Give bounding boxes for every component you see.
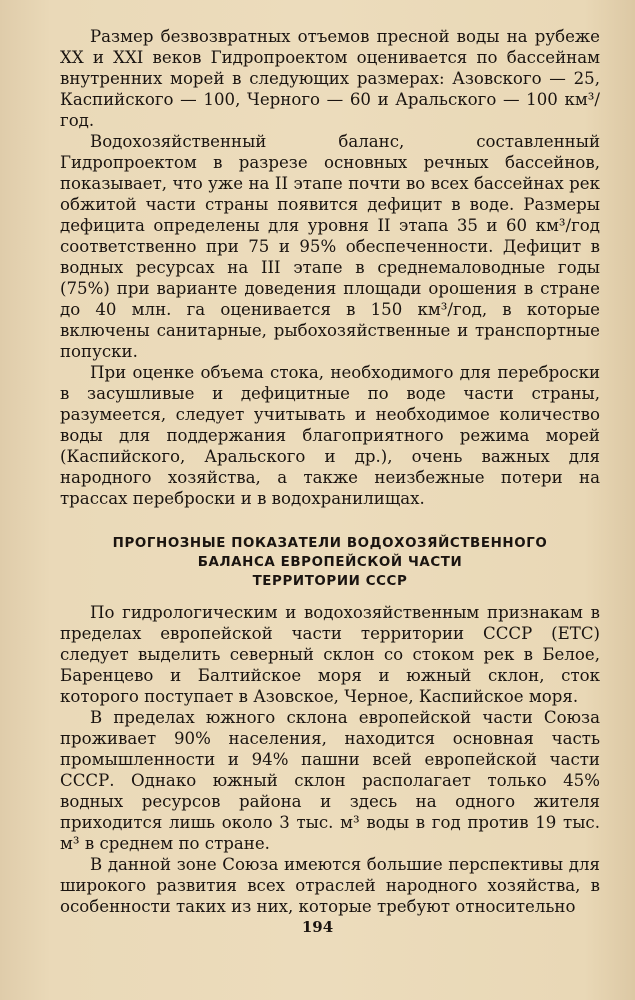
page-number: 194 (301, 918, 334, 936)
heading-line: БАЛАНСА ЕВРОПЕЙСКОЙ ЧАСТИ (197, 555, 463, 570)
heading-line: ПРОГНОЗНЫЕ ПОКАЗАТЕЛИ ВОДОХОЗЯЙСТВЕННОГО (112, 536, 548, 551)
heading-line: ТЕРРИТОРИИ СССР (252, 574, 408, 589)
section-heading (60, 534, 600, 591)
paragraph: В данной зоне Союза имеются большие перспективы для широкого развития всех отраслей народного хозяйства, в особенности таких из них, которые требуют относительно (60, 855, 600, 916)
paragraph: Размер безвозвратных отъемов пресной воды на рубеже XX и XXI веков Гидропроектом оценивается по бассейнам внутренних морей в следующих размерах: Азовского — 25, Каспийского — 100, Черного — 60 и Аральского — 100 км³/год. (60, 27, 600, 130)
text-block-top (60, 26, 600, 509)
paragraph: Водохозяйственный баланс, составленный Гидропроектом в разрезе основных речных бассейнов, показывает, что уже на II этапе почти во всех бассейнах рек обжитой части страны появится дефицит в воде. Размеры дефицита определены для уровня II этапа 35 и 60 км³/год соответственно при 75 и 95% обеспеченности. Дефицит в водных ресурсах на III этапе в среднемаловодные годы (75%) при варианте доведения площади орошения в стране до 40 млн. га оценивается в 150 км³/год, в которые включены санитарные, рыбохозяйственные и транспортные попуски. (60, 132, 600, 361)
paragraph: При оценке объема стока, необходимого для переброски в засушливые и дефицитные по воде части страны, разумеется, следует учитывать и необходимое количество воды для поддержания благоприятного режима морей (Каспийского, Аральского и др.), очень важных для народного хозяйства, а также неизбежные потери на трассах переброски и в водохранилищах. (60, 363, 600, 508)
paragraph: В пределах южного склона европейской части Союза проживает 90% населения, находится основная часть промышленности и 94% пашни всей европейской части СССР. Однако южный склон располагает только 45% водных ресурсов района и здесь на одного жителя приходится лишь около 3 тыс. м³ воды в год против 19 тыс. м³ в среднем по стране. (60, 708, 600, 853)
text-block-bottom (60, 602, 600, 917)
paragraph: По гидрологическим и водохозяйственным признакам в пределах европейской части территории СССР (ЕТС) следует выделить северный склон со стоком рек в Белое, Баренцево и Балтийское моря и южный склон, сток которого поступает в Азовское, Черное, Каспийское моря. (60, 603, 600, 706)
